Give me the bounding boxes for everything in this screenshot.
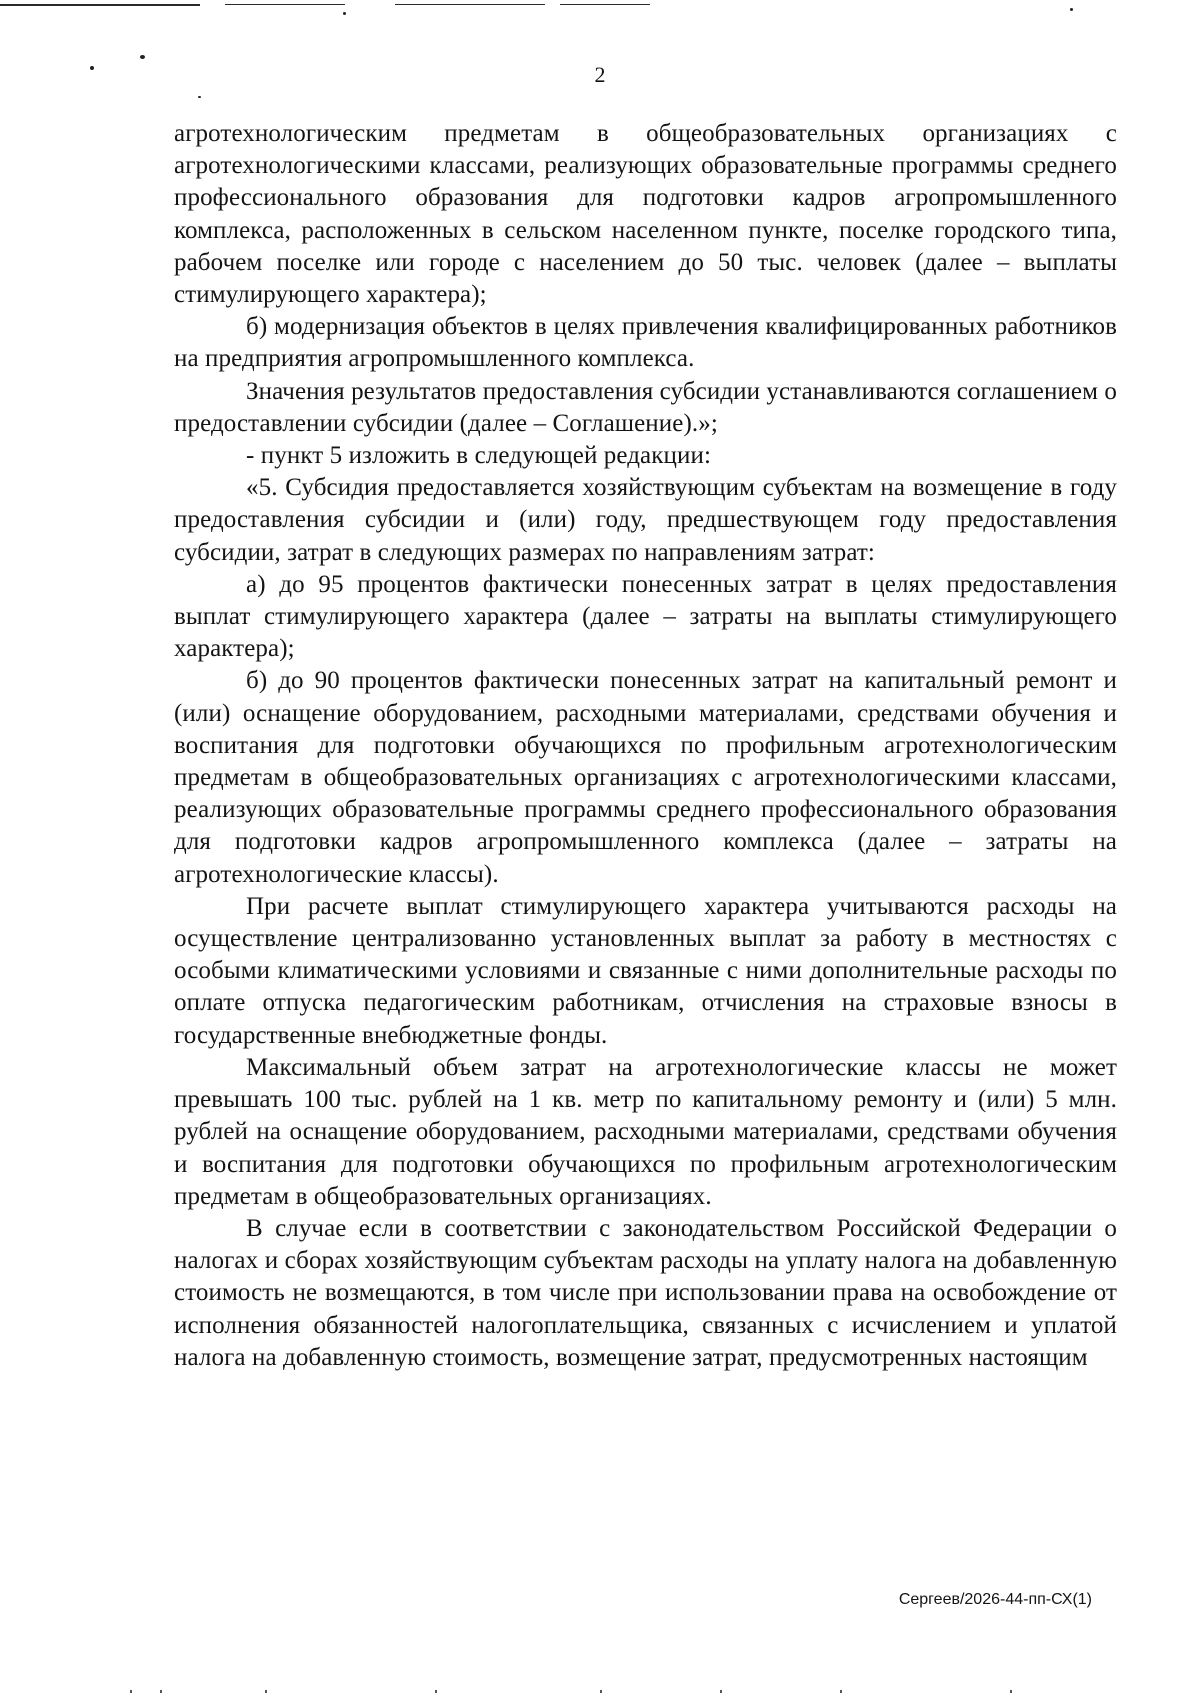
page-number: 2 — [594, 62, 606, 87]
scan-artifact-line — [225, 4, 345, 5]
scan-artifact-line — [395, 4, 545, 5]
paragraph-subitem-b: б) до 90 процентов фактически понесенных затрат на капитальный ремонт и (или) оснащение оборудованием, расходными материалами, средствами обучения и воспитания для подготовки обучающихся по профильным агротехнологическим предметам в общеобразовательных организациях с агротехнологическими классами, реализующих образовательные программы среднего профессионального образования для подготовки кадров агропромышленного комплекса (далее – затраты на агротехнологические классы). — [174, 667, 1117, 888]
paragraph-max-costs: Максимальный объем затрат на агротехнологические классы не может превышать 100 тыс. рублей на 1 кв. метр по капитальному ремонту и (или) 5 млн. рублей на оснащение оборудованием, расходными материалами, средствами обучения и воспитания для подготовки обучающихся по профильным агротехнологическим предметам в общеобразовательных организациях. — [174, 1053, 1117, 1210]
paragraph-item-5: «5. Субсидия предоставляется хозяйствующим субъектам на возмещение в году предоставления субсидии и (или) году, предшествующем году предоставления субсидии, затрат в следующих размерах по направлениям затрат: — [174, 474, 1117, 566]
scan-artifact-dot — [343, 12, 346, 15]
paragraph-subitem-b-modernization: б) модернизация объектов в целях привлечения квалифицированных работников на предприятия агропромышленного комплекса. — [174, 313, 1117, 373]
scan-artifact-dot — [1070, 8, 1073, 11]
scan-artifact-line — [0, 4, 200, 6]
paragraph-payment-calculation: При расчете выплат стимулирующего характера учитываются расходы на осуществление централизованно установленных выплат за работу в местностях с особыми климатическими условиями и связанные с ними дополнительные расходы по оплате отпуска педагогическим работникам, отчисления на страховые взносы в государственные внебюджетные фонды. — [174, 892, 1117, 1049]
scan-artifact-line — [560, 4, 650, 5]
paragraph-result-values: Значения результатов предоставления субсидии устанавливаются соглашением о предоставлении субсидии (далее – Соглашение).»; — [174, 377, 1117, 437]
document-code: Сергеев/2026-44-пп-СХ(1) — [898, 1591, 1092, 1608]
paragraph-item-5-instruction: - пункт 5 изложить в следующей редакции: — [246, 442, 711, 470]
document-body — [174, 118, 1117, 1374]
scan-artifact-bottom — [0, 1688, 1200, 1696]
paragraph-continuation: агротехнологическим предметам в общеобразовательных организациях с агротехнологическими классами, реализующих образовательные программы среднего профессионального образования для подготовки кадров агропромышленного комплекса, расположенных в сельском населенном пункте, поселке городского типа, рабочем поселке или городе с населением до 50 тыс. человек (далее – выплаты стимулирующего характера); — [174, 120, 1117, 309]
paragraph-subitem-a: а) до 95 процентов фактически понесенных затрат в целях предоставления выплат стимулирующего характера (далее – затраты на выплаты стимулирующего характера); — [174, 570, 1117, 663]
paragraph-vat: В случае если в соответствии с законодательством Российской Федерации о налогах и сборах хозяйствующим субъектам расходы на уплату налога на добавленную стоимость не возмещаются, в том числе при использовании права на освобождение от исполнения обязанностей налогоплательщика, связанных с исчислением и уплатой налога на добавленную стоимость, возмещение затрат, предусмотренных настоящим — [174, 1214, 1117, 1371]
scan-artifact-dot — [140, 55, 145, 59]
scan-artifact-dot — [198, 96, 201, 98]
